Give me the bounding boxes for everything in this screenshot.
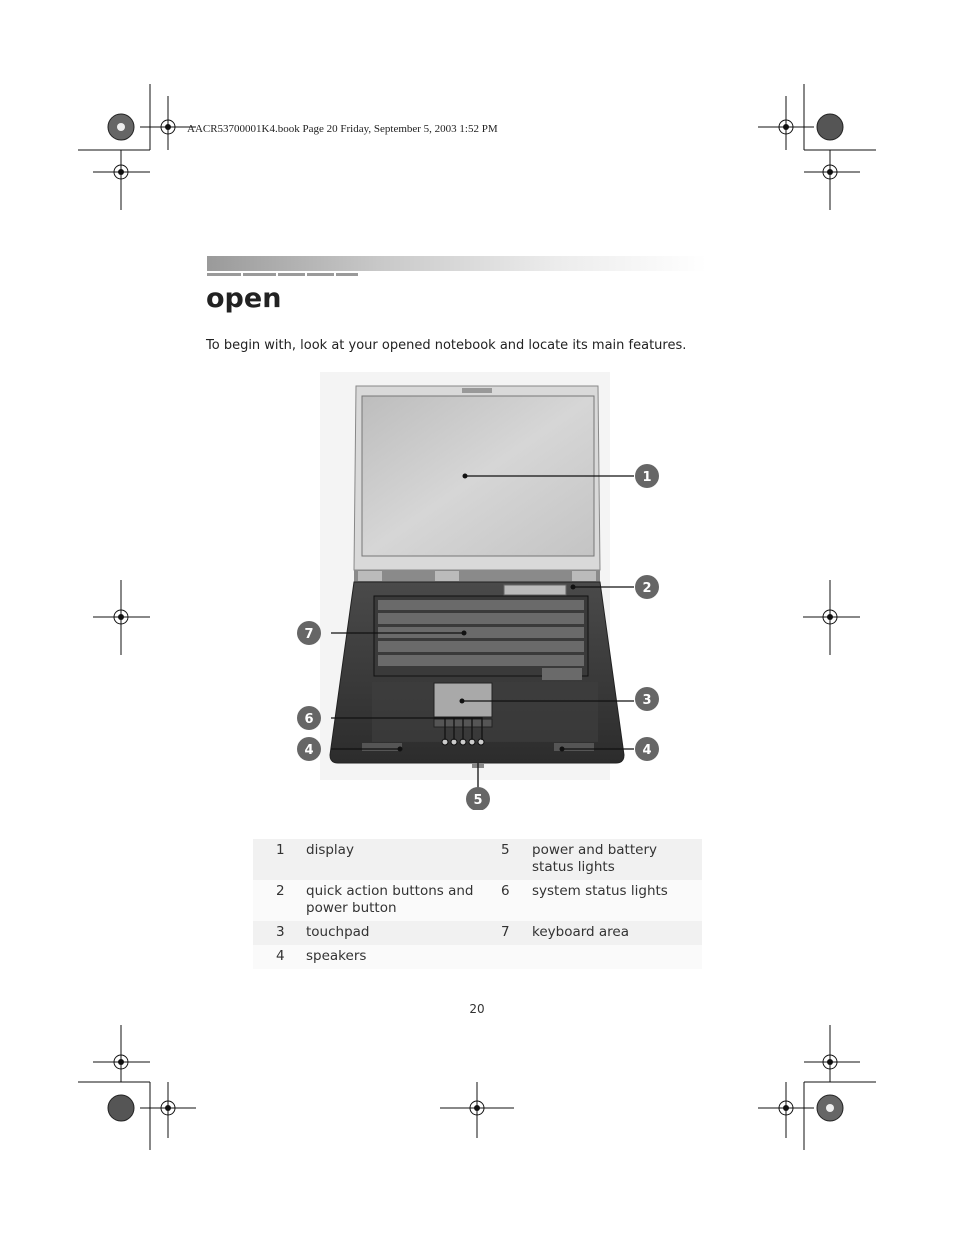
notebook-figure [292, 370, 672, 810]
title-bar-segment [307, 273, 334, 276]
callout-1: 1 [642, 470, 652, 485]
feature-label: touchpad [306, 921, 501, 945]
table-row [253, 921, 702, 945]
feature-label: display [306, 839, 501, 880]
page-title: open [206, 283, 282, 314]
title-bar-segment [243, 273, 276, 276]
feature-number: 1 [253, 839, 306, 880]
feature-number [501, 945, 532, 969]
table-row [253, 945, 702, 969]
callout-4-left: 4 [304, 743, 314, 758]
feature-table [253, 839, 702, 969]
callout-6: 6 [304, 712, 314, 727]
table-row [253, 880, 702, 921]
feature-number: 4 [253, 945, 306, 969]
feature-number: 2 [253, 880, 306, 921]
intro-text: To begin with, look at your opened notebook and locate its main features. [206, 338, 687, 353]
print-header: AACR53700001K4.book Page 20 Friday, September 5, 2003 1:52 PM [187, 123, 498, 135]
feature-label [532, 945, 702, 969]
feature-number: 5 [501, 839, 532, 880]
feature-number: 3 [253, 921, 306, 945]
feature-label: keyboard area [532, 921, 702, 945]
feature-number: 7 [501, 921, 532, 945]
page-number: 20 [469, 1002, 485, 1016]
table-row [253, 839, 702, 880]
feature-label: power and battery status lights [532, 839, 702, 880]
callout-5: 5 [473, 793, 483, 808]
feature-label: system status lights [532, 880, 702, 921]
title-gradient-bar [207, 256, 707, 271]
callout-2: 2 [642, 581, 652, 596]
callout-3: 3 [642, 693, 652, 708]
title-bar-segment [207, 273, 241, 276]
feature-label: speakers [306, 945, 501, 969]
feature-label: quick action buttons and power button [306, 880, 501, 921]
title-bar-segment [336, 273, 358, 276]
callout-4-right: 4 [642, 743, 652, 758]
title-bar-segment [278, 273, 305, 276]
callout-7: 7 [304, 627, 314, 642]
feature-number: 6 [501, 880, 532, 921]
